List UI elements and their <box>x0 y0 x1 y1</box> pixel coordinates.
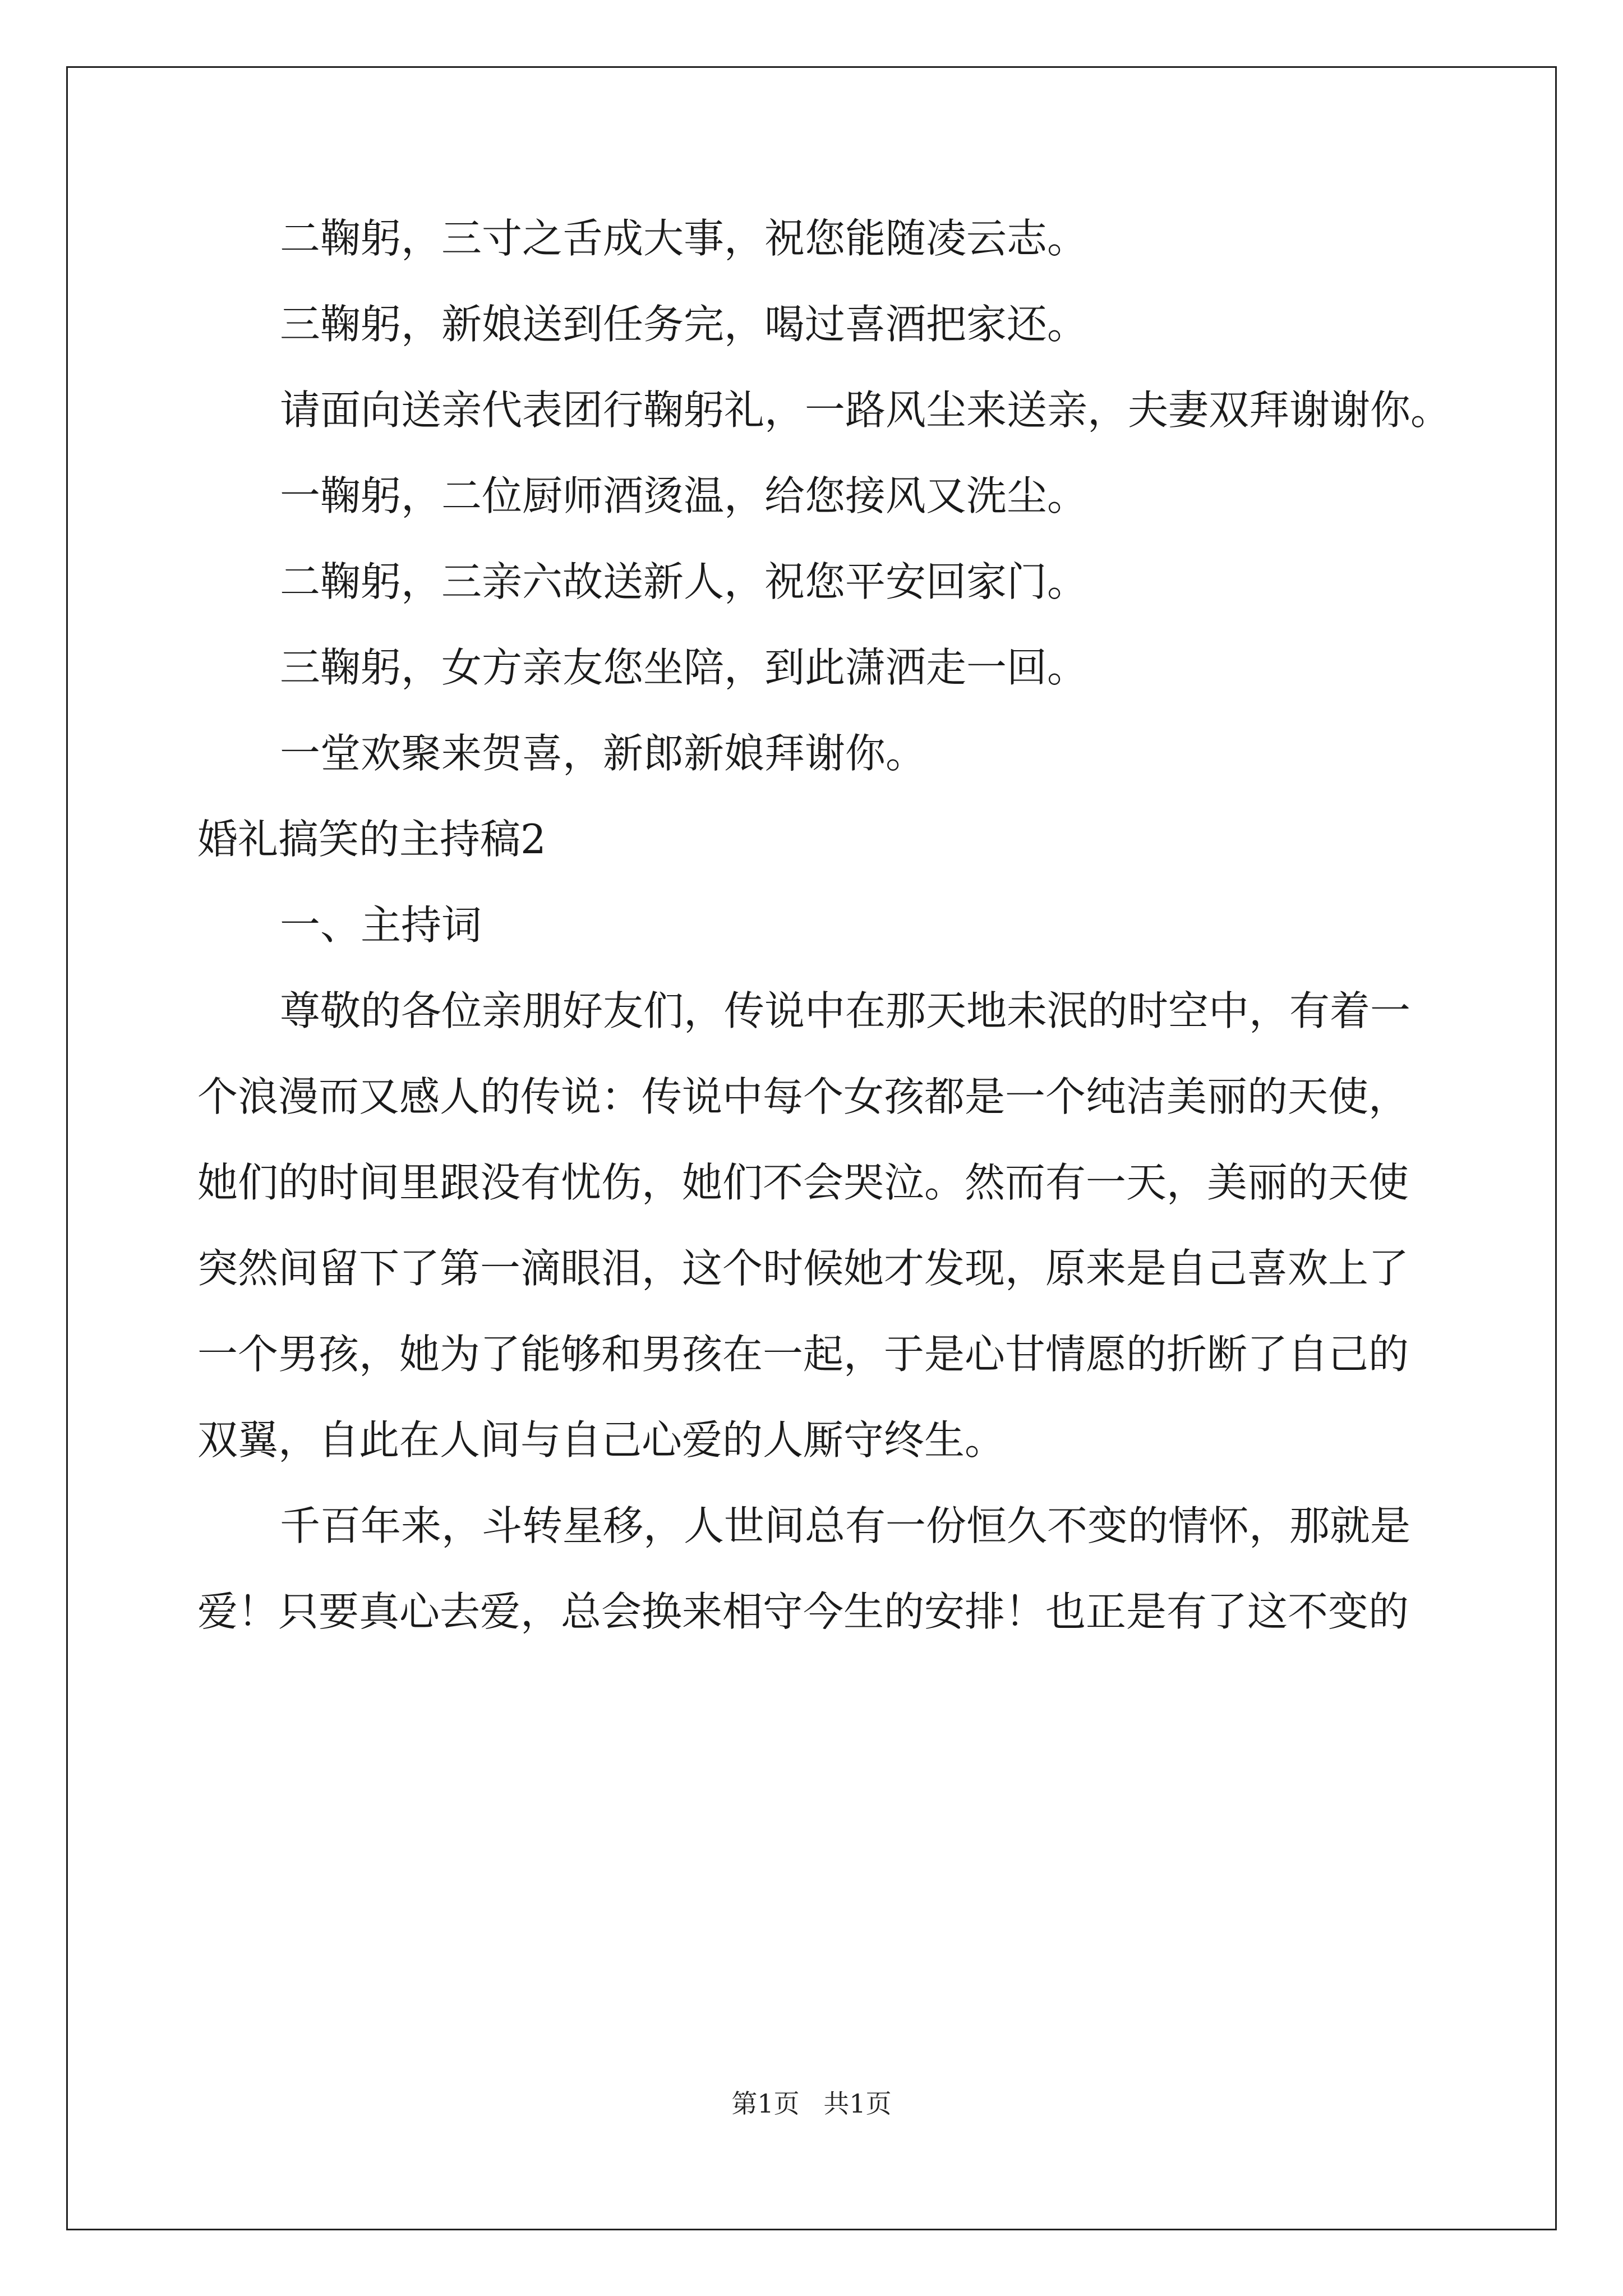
body-line: 突然间留下了第一滴眼泪，这个时候她才发现，原来是自己喜欢上了 <box>197 1245 1409 1292</box>
paragraph: 三鞠躬，新娘送到任务完，喝过喜酒把家还。 <box>280 301 1088 348</box>
paragraph: 一鞠躬，二位厨师酒烫温，给您接风又洗尘。 <box>280 472 1088 519</box>
paragraph: 一堂欢聚来贺喜，新郎新娘拜谢你。 <box>280 730 926 777</box>
paragraph: 二鞠躬，三亲六故送新人，祝您平安回家门。 <box>280 558 1088 605</box>
page-number: 第1页 <box>731 2088 800 2119</box>
body-line: 千百年来，斗转星移，人世间总有一份恒久不变的情怀，那就是 <box>280 1502 1411 1549</box>
page-total: 共1页 <box>823 2088 892 2119</box>
paragraph: 请面向送亲代表团行鞠躬礼，一路风尘来送亲，夫妻双拜谢谢你。 <box>280 386 1451 434</box>
subheading: 一、主持词 <box>280 901 482 949</box>
body-line: 爱！只要真心去爱，总会换来相守今生的安排！也正是有了这不变的 <box>197 1588 1409 1635</box>
page-footer <box>0 2087 1623 2120</box>
body-line: 她们的时间里跟没有忧伤，她们不会哭泣。然而有一天，美丽的天使 <box>197 1159 1409 1206</box>
body-line: 一个男孩，她为了能够和男孩在一起，于是心甘情愿的折断了自己的 <box>197 1331 1409 1378</box>
body-line: 双翼，自此在人间与自己心爱的人厮守终生。 <box>197 1416 1006 1464</box>
paragraph: 二鞠躬，三寸之舌成大事，祝您能随凌云志。 <box>280 215 1088 262</box>
paragraph: 三鞠躬，女方亲友您坐陪，到此潇洒走一回。 <box>280 644 1088 691</box>
body-line: 尊敬的各位亲朋好友们，传说中在那天地未泯的时空中，有着一 <box>280 987 1411 1034</box>
body-line: 个浪漫而又感人的传说：传说中每个女孩都是一个纯洁美丽的天使， <box>197 1073 1409 1120</box>
section-title: 婚礼搞笑的主持稿2 <box>197 816 546 863</box>
